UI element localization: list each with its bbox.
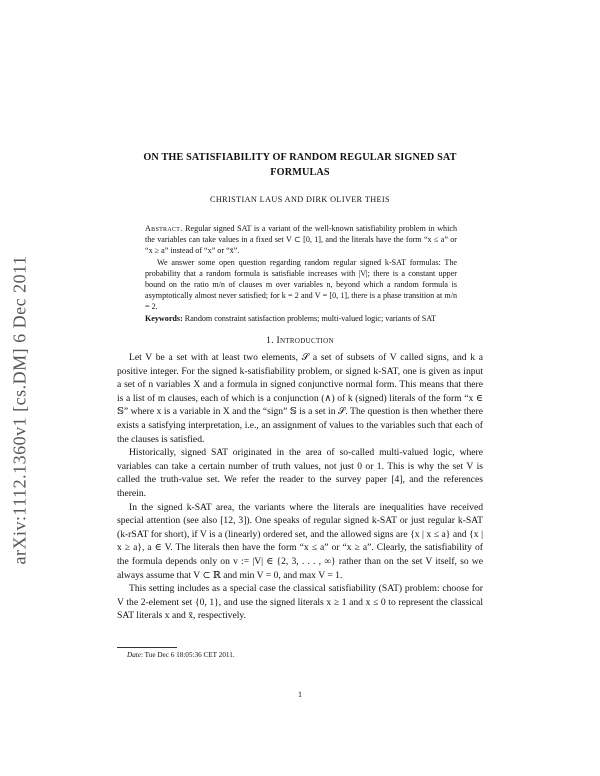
arxiv-sidebar [0,190,40,630]
intro-paragraph-4: This setting includes as a special case the classical satisfiability (SAT) problem: choose for V the 2-element set {0, 1}, and use the signed literals x ≥ 1 and x ≤ 0 to represent the classical SAT literals x and x̄, respectively. [117,583,483,622]
keywords-text: Random constraint satisfaction problems; multi-valued logic; variants of SAT [182,313,437,323]
footnote-date [127,651,235,659]
footnote-divider [117,647,177,648]
intro-paragraph-3: In the signed k-SAT area, the variants where the literals are inequalities have received special attention (see also [12, 3]). One speaks of regular signed k-SAT or just regular k-SAT (k-rSAT for short), if V is a (linearly) ordered set, and the allowed signs are {x | x ≤ a} and {x | x ≥ a}, a ∈ V. The literals then have the form “x ≤ a” or “x ≥ a”. Clearly, the satisfiability of the formula depends only on v := |V| ∈ {2, 3, . . . , ∞} rather than on the set V itself, so we always assume that V ⊂ ℝ and min V = 0, and max V = 1. [117,501,483,581]
abstract-paragraph-1 [145,223,457,257]
introduction-body [117,351,483,623]
section-heading: 1. Introduction [266,336,334,346]
footnote-text: : Tue Dec 6 18:05:36 CET 2011. [140,651,235,659]
title-line-1: ON THE SATISFIABILITY OF RANDOM REGULAR SIGNED SAT [143,152,457,163]
abstract-paragraph-2: We answer some open question regarding random regular signed k-SAT formulas: The probability that a random formula is satisfiable increases with |V|; there is a constant upper bound on the ratio m/n of clauses m over variables n, beyond which a random formula is asymptotically almost never satisfied; for k = 2 and V = [0, 1], there is a phase transition at m/n = 2. [145,257,457,312]
abstract-label: Abstract. [145,224,183,233]
footnote-label: Date [127,651,141,659]
abstract-text-1: Regular signed SAT is a variant of the well-known satisfiability problem in which the variables can take values in a fixed set V ⊂ [0, 1], and the literals have the form “x ≤ a” or “x ≥ a” instead of “x” or “x̄”. [145,224,457,256]
intro-paragraph-1: Let V be a set with at least two elements, 𝒮 a set of subsets of V called signs, and k a positive integer. For the signed k-satisfiability problem, or signed k-SAT, one is given as input a set of n variables X and a formula in signed conjunctive normal form. This means that there is a list of m clauses, each of which is a conjunction (∧) of k (signed) literals of the form “x ∈ 𝕊” where x is a variable in X and the “sign” 𝕊 is a set in 𝒮. The question is then whether there exists a satisfying interpretation, i.e., an assignment of values to the variables such that each of the clauses is satisfied. [117,352,483,445]
title-line-2: FORMULAS [270,167,330,178]
authors: CHRISTIAN LAUS AND DIRK OLIVER THEIS [209,195,391,204]
intro-paragraph-2: Historically, signed SAT originated in the area of so-called multi-valued logic, where variables can take a certain number of truth values, not just 0 or 1. This is why the set V is called the truth-value set. We refer the reader to the survey paper [4], and the references therein. [117,447,483,499]
keywords [145,313,457,324]
arxiv-identifier: arXiv:1112.1360v1 [cs.DM] 6 Dec 2011 [9,255,30,565]
abstract [145,223,457,324]
page-number: 1 [298,690,302,699]
paper-title [120,150,480,180]
keywords-label: Keywords: [145,313,183,323]
